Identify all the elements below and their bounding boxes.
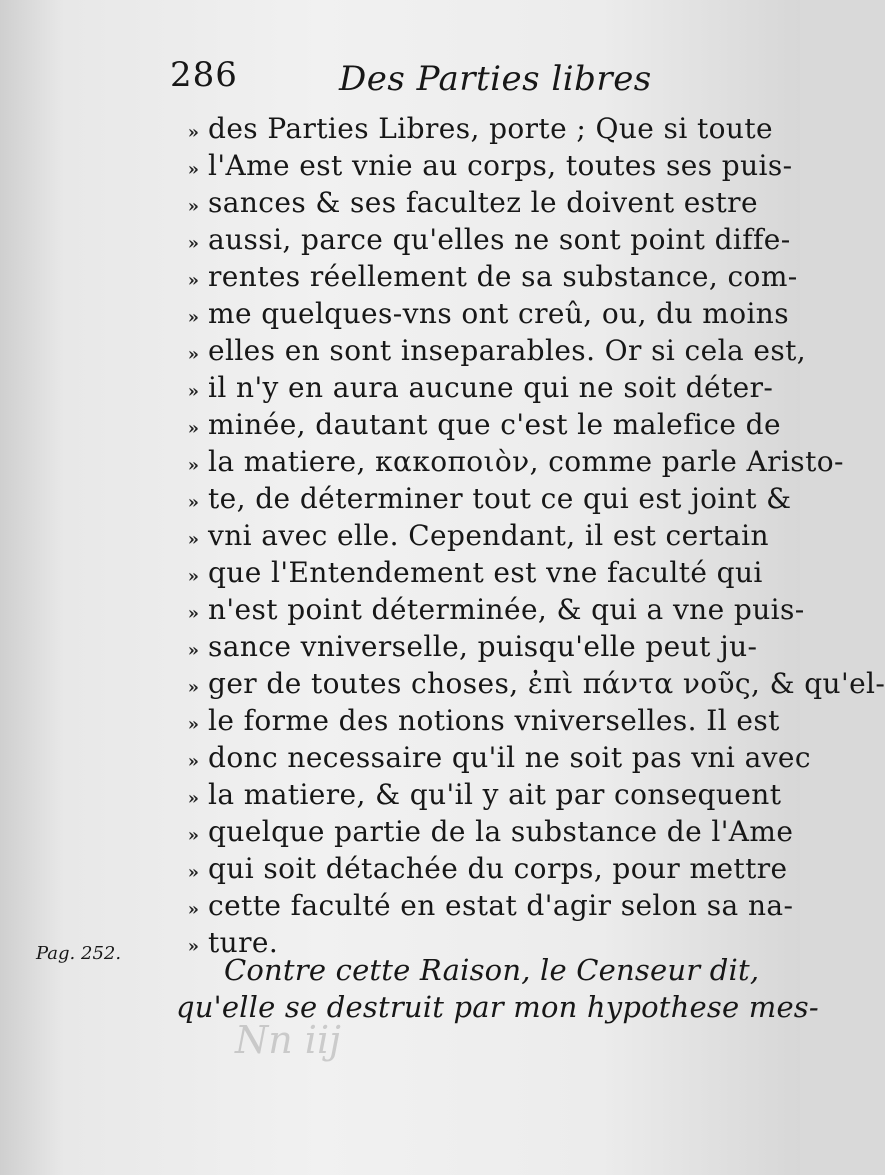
quote-mark: » bbox=[187, 233, 198, 254]
line-text: n'est point déterminée, & qui a vne puis- bbox=[208, 593, 805, 626]
body-line bbox=[174, 667, 885, 703]
body-line bbox=[174, 408, 781, 444]
quote-mark: » bbox=[187, 344, 198, 365]
body-line bbox=[174, 815, 794, 851]
body-line bbox=[174, 704, 780, 740]
line-text: ture. bbox=[208, 926, 279, 959]
body-line bbox=[174, 889, 794, 925]
quote-mark: » bbox=[187, 529, 198, 550]
line-text: me quelques-vns ont creû, ou, du moins bbox=[208, 297, 790, 330]
quote-mark: » bbox=[187, 196, 198, 217]
body-line bbox=[174, 334, 807, 370]
line-text: cette faculté en estat d'agir selon sa na- bbox=[208, 889, 794, 922]
quote-mark: » bbox=[187, 640, 198, 661]
line-text: te, de déterminer tout ce qui est joint & bbox=[208, 482, 792, 515]
bleed-through-signature: Nn iij bbox=[235, 1018, 341, 1062]
body-line bbox=[174, 519, 769, 555]
line-text: ger de toutes choses, ἐπὶ πάντα νοῦς, & qu'el- bbox=[208, 667, 885, 700]
line-text: sance vniverselle, puisqu'elle peut ju- bbox=[208, 630, 758, 663]
quote-mark: » bbox=[187, 270, 198, 291]
line-text: il n'y en aura aucune qui ne soit déter- bbox=[208, 371, 774, 404]
line-text: vni avec elle. Cependant, il est certain bbox=[208, 519, 769, 552]
quote-mark: » bbox=[187, 825, 198, 846]
body-line bbox=[174, 445, 844, 481]
body-line bbox=[174, 149, 793, 185]
quote-mark: » bbox=[187, 862, 198, 883]
quote-mark: » bbox=[187, 122, 198, 143]
body-line bbox=[174, 297, 790, 333]
quote-mark: » bbox=[187, 899, 198, 920]
body-line bbox=[174, 112, 773, 148]
body-line bbox=[174, 852, 788, 888]
quote-mark: » bbox=[187, 492, 198, 513]
body-line bbox=[174, 482, 792, 518]
line-text: minée, dautant que c'est le malefice de bbox=[208, 408, 781, 441]
page-number: 286 bbox=[170, 55, 238, 95]
line-text: la matiere, & qu'il y ait par consequent bbox=[208, 778, 782, 811]
quote-mark: » bbox=[187, 566, 198, 587]
page-header bbox=[0, 45, 800, 99]
quote-mark: » bbox=[187, 751, 198, 772]
line-text: donc necessaire qu'il ne soit pas vni avec bbox=[208, 741, 811, 774]
line-text: elles en sont inseparables. Or si cela est, bbox=[208, 334, 807, 367]
quote-mark: » bbox=[187, 936, 198, 957]
line-text: aussi, parce qu'elles ne sont point diffe- bbox=[208, 223, 791, 256]
quote-mark: » bbox=[187, 677, 198, 698]
quote-mark: » bbox=[187, 159, 198, 180]
body-line bbox=[174, 778, 782, 814]
body-line bbox=[174, 371, 774, 407]
line-text: rentes réellement de sa substance, com- bbox=[208, 260, 798, 293]
quote-mark: » bbox=[187, 455, 198, 476]
margin-note: Pag. 252. bbox=[36, 943, 122, 964]
body-line bbox=[174, 260, 798, 296]
quote-mark: » bbox=[187, 603, 198, 624]
line-text: qui soit détachée du corps, pour mettre bbox=[208, 852, 788, 885]
quote-mark: » bbox=[187, 418, 198, 439]
body-line bbox=[174, 556, 763, 592]
line-text: la matiere, κακοποιὸν, comme parle Aristo- bbox=[208, 445, 844, 478]
quote-mark: » bbox=[187, 381, 198, 402]
body-line bbox=[174, 593, 805, 629]
line-text: quelque partie de la substance de l'Ame bbox=[208, 815, 794, 848]
body-line bbox=[174, 186, 758, 222]
line-text: sances & ses facultez le doivent estre bbox=[208, 186, 758, 219]
italic-body-line: qu'elle se destruit par mon hypothese mes- bbox=[176, 990, 819, 1024]
quote-mark: » bbox=[187, 307, 198, 328]
line-text: l'Ame est vnie au corps, toutes ses puis- bbox=[208, 149, 793, 182]
running-title: Des Parties libres bbox=[339, 59, 652, 99]
body-line bbox=[174, 223, 791, 259]
line-text: le forme des notions vniverselles. Il est bbox=[208, 704, 780, 737]
body-line bbox=[174, 630, 758, 666]
italic-body-line: Contre cette Raison, le Censeur dit, bbox=[224, 953, 760, 987]
quote-mark: » bbox=[187, 788, 198, 809]
body-line bbox=[174, 741, 811, 777]
line-text: des Parties Libres, porte ; Que si toute bbox=[208, 112, 773, 145]
line-text: que l'Entendement est vne faculté qui bbox=[208, 556, 763, 589]
quote-mark: » bbox=[187, 714, 198, 735]
